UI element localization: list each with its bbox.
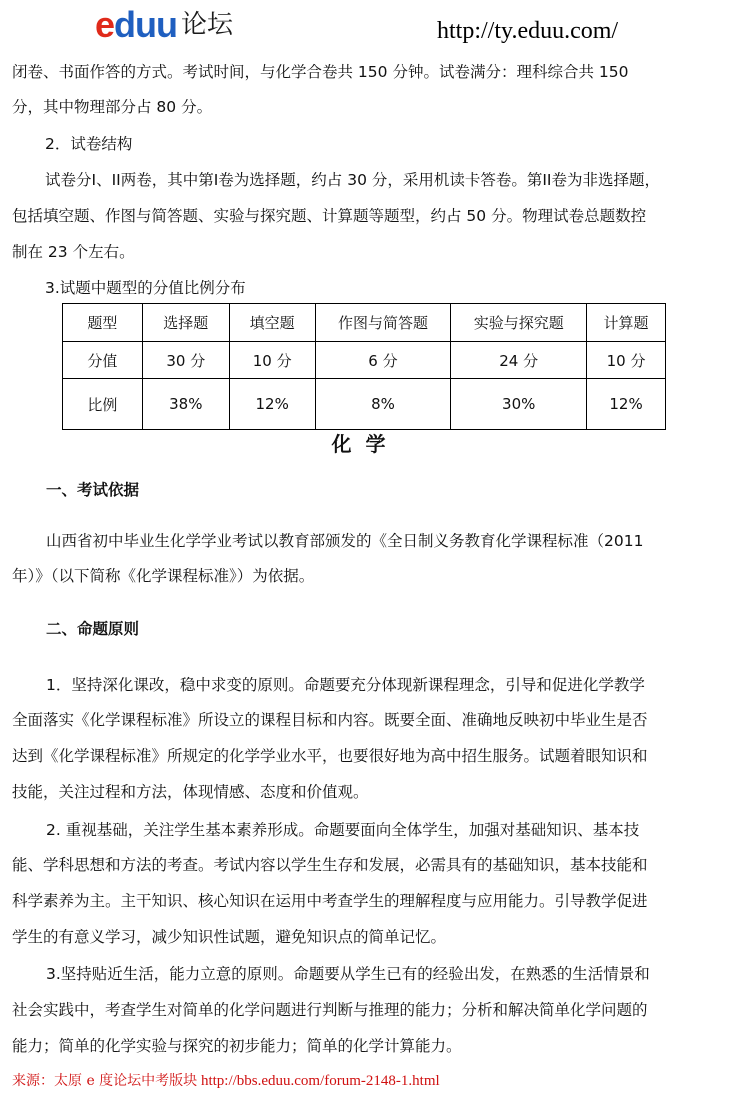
chemistry-sec1-line2: 年）》（以下简称《化学课程标准》）为依据。: [12, 567, 315, 585]
logo-e: e: [95, 4, 115, 45]
table-header-cell: 选择题: [142, 304, 229, 342]
table-row-score: [63, 342, 666, 379]
chemistry-section2-heading: 二、命题原则: [46, 620, 140, 638]
physics-p1-line2: 分，其中物理部分占 80 分。: [12, 98, 213, 116]
table-header-cell: 题型: [63, 304, 143, 342]
table-cell: 6 分: [315, 342, 451, 379]
table-header-cell: 计算题: [587, 304, 666, 342]
footer-source-label: 来源：太原 e 度论坛中考版块: [12, 1073, 198, 1089]
table-cell: 12%: [229, 379, 315, 430]
physics-p2-line3: 制在 23 个左右。: [12, 243, 135, 261]
table-row-ratio: [63, 379, 666, 430]
table-cell: 比例: [63, 379, 143, 430]
chemistry-item3-line2: 社会实践中，考查学生对简单的化学问题进行判断与推理的能力；分析和解决简单化学问题的: [12, 1001, 648, 1019]
table-cell: 8%: [315, 379, 451, 430]
physics-heading-structure: 2．试卷结构: [45, 135, 133, 153]
chemistry-section1-heading: 一、考试依据: [46, 481, 140, 499]
footer-link[interactable]: http://bbs.eduu.com/forum-2148-1.html: [200, 1073, 440, 1089]
chemistry-item3-line3: 能力；简单的化学实验与探究的初步能力；简单的化学计算能力。: [12, 1037, 462, 1055]
chemistry-item3-line1: 3.坚持贴近生活，能力立意的原则。命题要从学生已有的经验出发，在熟悉的生活情景和: [46, 965, 650, 983]
physics-p1-line1: 闭卷、书面作答的方式。考试时间，与化学合卷共 150 分钟。试卷满分：理科综合共 150: [12, 63, 629, 81]
chemistry-item2-line4: 学生的有意义学习，减少知识性试题，避免知识点的简单记忆。: [12, 928, 447, 946]
chemistry-item2-line3: 科学素养为主。主干知识、核心知识在运用中考查学生的理解程度与应用能力。引导教学促进: [12, 892, 648, 910]
chemistry-item1-line4: 技能，关注过程和方法，体现情感、态度和价值观。: [12, 783, 369, 801]
table-cell: 分值: [63, 342, 143, 379]
chemistry-sec1-line1: 山西省初中毕业生化学学业考试以教育部颁发的《全日制义务教育化学课程标准（2011: [46, 532, 644, 550]
chemistry-item2-line2: 能、学科思想和方法的考查。考试内容以学生生存和发展，必需具有的基础知识，基本技能和: [12, 856, 648, 874]
table-cell: 10 分: [229, 342, 315, 379]
chemistry-item1-line1: 1．坚持深化课改，稳中求变的原则。命题要充分体现新课程理念，引导和促进化学教学: [46, 676, 645, 694]
table-cell: 24 分: [451, 342, 587, 379]
eduu-logo[interactable]: [95, 4, 234, 45]
table-header-cell: 填空题: [229, 304, 315, 342]
chemistry-title: 化学: [331, 432, 400, 456]
footer-source[interactable]: [12, 1070, 440, 1090]
score-distribution-table: [62, 303, 666, 430]
table-header-row: [63, 304, 666, 342]
table-cell: 38%: [142, 379, 229, 430]
header-url[interactable]: http://ty.eduu.com/: [437, 18, 619, 44]
physics-p2-line1: 试卷分I、II两卷，其中第I卷为选择题，约占 30 分，采用机读卡答卷。第II卷为非选择题，: [45, 171, 661, 189]
chemistry-item1-line3: 达到《化学课程标准》所规定的化学学业水平，也要很好地为高中招生服务。试题着眼知识和: [12, 747, 648, 765]
table-cell: 30%: [451, 379, 587, 430]
table-cell: 12%: [587, 379, 666, 430]
chemistry-item2-line1: 2. 重视基础，关注学生基本素养形成。命题要面向全体学生，加强对基础知识、基本技: [46, 821, 640, 839]
table-header-cell: 作图与简答题: [315, 304, 451, 342]
table-cell: 10 分: [587, 342, 666, 379]
chemistry-item1-line2: 全面落实《化学课程标准》所设立的课程目标和内容。既要全面、准确地反映初中毕业生是否: [12, 711, 648, 729]
physics-p2-line2: 包括填空题、作图与简答题、实验与探究题、计算题等题型，约占 50 分。物理试卷总题数控: [12, 207, 647, 225]
physics-heading-distribution: 3.试题中题型的分值比例分布: [45, 279, 246, 297]
logo-duu: duu: [114, 4, 178, 45]
table-header-cell: 实验与探究题: [451, 304, 587, 342]
table-cell: 30 分: [142, 342, 229, 379]
logo-forum: 论坛: [181, 10, 234, 40]
